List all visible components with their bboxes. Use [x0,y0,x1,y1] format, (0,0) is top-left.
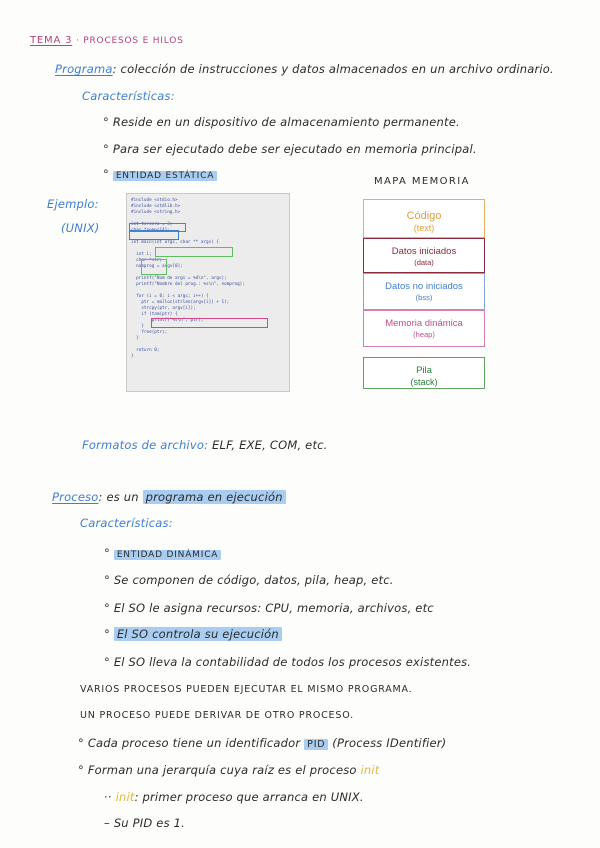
pid-line: ° Cada proceso tiene un identificador PID (Process IDentifier) [78,736,447,750]
memory-segment-name: Datos no iniciados [385,281,463,292]
memory-segment [363,199,485,238]
memory-segment [363,238,485,273]
init-description: ·· init: primer proceso que arranca en UNIX. [104,790,364,804]
memory-segment-name: Memoria dinámica [385,318,463,329]
title-prefix: TEMA 3 [30,35,73,46]
derivar-line: UN PROCESO PUEDE DERIVAR DE OTRO PROCESO. [80,710,354,721]
init-word: init [360,763,380,777]
memory-segment-sub: (stack) [410,377,438,387]
proceso-bullet-2: ° Se componen de código, datos, pila, heap, etc. [104,573,394,587]
memory-segment-name: Datos iniciados [391,246,457,257]
proceso-definition: Proceso: es un programa en ejecución [52,490,286,504]
unix-label: (UNIX) [61,221,100,235]
programa-definition [55,62,554,76]
memory-segment-sub: (bss) [415,293,433,302]
pid-highlight: PID [304,739,328,750]
jerarquia-line: ° Forman una jerarquía cuya raíz es el proceso init [78,763,380,777]
programa-definition-text: : colección de instrucciones y datos almacenados en un archivo ordinario. [112,62,554,76]
proceso-bullet-3: ° El SO le asigna recursos: CPU, memoria, archivos, etc [104,601,434,615]
highlight-main-args [155,247,233,257]
memory-segment-name: Pila [416,365,432,376]
highlight-globals-blue [129,230,179,240]
memory-segment-name: Código [406,210,442,222]
proceso-caracteristicas: Características: [80,516,173,530]
proceso-definition-highlight: programa en ejecución [143,490,286,504]
programa-bullet-3: ° ENTIDAD ESTÁTICA [103,167,217,181]
highlight-malloc [151,318,268,328]
formatos-label: Formatos de archivo: [82,438,209,452]
memory-segment-sub: (data) [414,258,434,267]
pid-one-line: – Su PID es 1. [104,816,185,830]
programa-bullet-1: ° Reside en un dispositivo de almacenamiento permanente. [103,115,460,129]
highlight-locals [141,259,167,275]
memory-segment [363,357,485,389]
programa-caracteristicas: Características: [82,89,175,103]
proceso-label: Proceso [52,490,99,504]
proceso-bullet-5: ° El SO lleva la contabilidad de todos los procesos existentes. [104,655,472,669]
formatos-value: ELF, EXE, COM, etc. [212,438,328,452]
programa-label: Programa [55,62,113,76]
ejemplo-label: Ejemplo: [47,197,99,211]
proceso-bullet-4: ° El SO controla su ejecución [104,627,282,641]
formatos-line [82,438,328,452]
memory-segment-sub: (heap) [413,330,435,339]
code-screenshot [126,193,290,392]
title-rest: · PROCESOS E HILOS [75,36,184,46]
memory-segment [363,310,485,347]
page-title [30,33,184,46]
memory-map-title: MAPA MEMORIA [374,176,470,187]
programa-bullet-2: ° Para ser ejecutado debe ser ejecutado en memoria principal. [103,142,477,156]
proceso-bullet-1: ° ENTIDAD DINÁMICA [104,546,221,560]
code-listing: #include <stdio.h> #include <stdlib.h> #include <string.h> int tercero = 3; char *nompr[4]; int main(int argc, char ** argv) { int i; char *str; nomprog = argv[0]; printf("Núm de args = %d\n", argc); printf("Nombre del prog.: %s\n", nomprog); for (i = 0; i < argc; i++) { ptr = malloc(strlen(argv[i]) + 1); strcpy(ptr, argv[i]); if (tam(ptr) { printf("%s\n", ptr); } free(ptr); } return 0; } [131,198,245,359]
memory-segment [363,273,485,310]
memory-segment-sub: (text) [413,223,435,233]
varios-procesos-line: VARIOS PROCESOS PUEDEN EJECUTAR EL MISMO PROGRAMA. [80,684,413,695]
